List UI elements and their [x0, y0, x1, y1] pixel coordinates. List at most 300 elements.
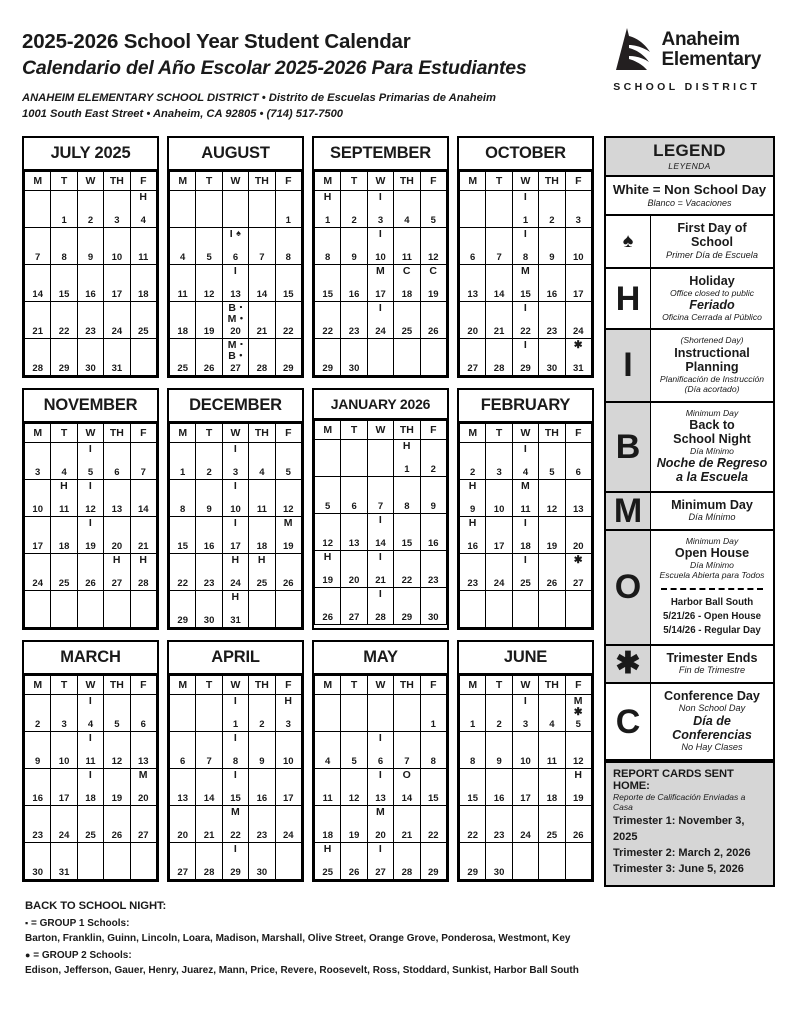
- empty-cell: [130, 339, 156, 376]
- day-cell[interactable]: [222, 769, 248, 806]
- day-cell[interactable]: [25, 806, 51, 843]
- day-cell[interactable]: [367, 514, 393, 551]
- day-cell[interactable]: [486, 339, 512, 376]
- day-cell[interactable]: [394, 551, 420, 588]
- day-cell[interactable]: [315, 806, 341, 843]
- day-cell[interactable]: [512, 554, 538, 591]
- day-cell[interactable]: [51, 517, 77, 554]
- day-cell[interactable]: [341, 302, 367, 339]
- day-cell[interactable]: [460, 732, 486, 769]
- day-cell[interactable]: [275, 695, 301, 732]
- day-cell[interactable]: [394, 843, 420, 880]
- day-marks: [131, 192, 156, 203]
- day-cell[interactable]: [315, 514, 341, 551]
- day-cell[interactable]: [420, 228, 446, 265]
- day-cell[interactable]: [539, 554, 565, 591]
- day-cell[interactable]: [315, 732, 341, 769]
- day-cell[interactable]: [275, 339, 301, 376]
- day-cell[interactable]: [420, 806, 446, 843]
- day-cell[interactable]: [420, 191, 446, 228]
- day-cell[interactable]: [539, 191, 565, 228]
- day-cell[interactable]: [275, 554, 301, 591]
- day-cell[interactable]: [77, 732, 103, 769]
- day-cell[interactable]: [315, 843, 341, 880]
- day-cell[interactable]: [222, 517, 248, 554]
- day-cell[interactable]: [130, 191, 156, 228]
- month-title: NOVEMBER: [24, 390, 157, 423]
- day-cell[interactable]: [104, 480, 130, 517]
- day-cell[interactable]: [367, 477, 393, 514]
- day-cell[interactable]: [512, 302, 538, 339]
- day-cell[interactable]: [565, 732, 591, 769]
- day-cell[interactable]: [394, 588, 420, 625]
- day-cell[interactable]: [170, 443, 196, 480]
- day-cell[interactable]: [512, 339, 538, 376]
- group-1-schools: Barton, Franklin, Guinn, Lincoln, Loara, Madison, Marshall, Olive Street, Orange Grove, Ponderosa, Westmont, Key: [25, 933, 571, 945]
- day-cell[interactable]: [486, 443, 512, 480]
- day-number: 16: [493, 793, 505, 805]
- day-cell[interactable]: [367, 265, 393, 302]
- empty-cell: [460, 591, 486, 628]
- day-cell[interactable]: [460, 443, 486, 480]
- day-number: 8: [470, 756, 476, 768]
- day-cell[interactable]: [420, 769, 446, 806]
- day-cell[interactable]: [196, 517, 222, 554]
- day-cell[interactable]: [341, 551, 367, 588]
- day-cell[interactable]: [51, 843, 77, 880]
- day-cell[interactable]: [104, 339, 130, 376]
- day-mark: I: [378, 191, 383, 204]
- day-cell[interactable]: [420, 477, 446, 514]
- day-cell[interactable]: [222, 732, 248, 769]
- day-cell[interactable]: [367, 769, 393, 806]
- day-marks: [78, 481, 103, 492]
- day-cell[interactable]: [222, 554, 248, 591]
- day-cell[interactable]: [77, 265, 103, 302]
- day-cell[interactable]: [539, 732, 565, 769]
- day-cell[interactable]: [460, 517, 486, 554]
- day-cell[interactable]: [486, 302, 512, 339]
- day-cell[interactable]: [130, 769, 156, 806]
- day-cell[interactable]: [460, 695, 486, 732]
- day-cell[interactable]: [51, 228, 77, 265]
- day-cell[interactable]: [275, 769, 301, 806]
- day-cell[interactable]: [341, 806, 367, 843]
- day-cell[interactable]: [275, 443, 301, 480]
- day-cell[interactable]: [104, 806, 130, 843]
- day-cell[interactable]: [51, 732, 77, 769]
- day-cell[interactable]: [51, 265, 77, 302]
- day-cell[interactable]: [249, 695, 275, 732]
- day-cell[interactable]: [420, 265, 446, 302]
- day-cell[interactable]: [486, 843, 512, 880]
- day-cell[interactable]: [104, 554, 130, 591]
- day-cell[interactable]: [104, 769, 130, 806]
- day-cell[interactable]: [77, 191, 103, 228]
- day-cell[interactable]: [460, 843, 486, 880]
- day-cell[interactable]: [196, 265, 222, 302]
- day-cell[interactable]: [341, 769, 367, 806]
- day-number: 26: [572, 830, 584, 842]
- day-cell[interactable]: [275, 302, 301, 339]
- week-row: [315, 843, 447, 880]
- day-cell[interactable]: [539, 228, 565, 265]
- day-cell[interactable]: [77, 554, 103, 591]
- day-marks: [78, 770, 103, 781]
- legend-line: Día Mínimo: [690, 446, 734, 457]
- day-mark: M: [520, 265, 530, 278]
- day-cell[interactable]: [51, 695, 77, 732]
- day-cell[interactable]: [222, 806, 248, 843]
- day-cell[interactable]: [394, 806, 420, 843]
- day-cell[interactable]: [420, 843, 446, 880]
- day-number: 20: [572, 541, 584, 553]
- day-cell[interactable]: [486, 517, 512, 554]
- day-cell[interactable]: [196, 806, 222, 843]
- day-cell[interactable]: [460, 228, 486, 265]
- day-cell[interactable]: [315, 265, 341, 302]
- day-cell[interactable]: [486, 806, 512, 843]
- day-cell[interactable]: [104, 517, 130, 554]
- day-cell[interactable]: [341, 228, 367, 265]
- day-cell[interactable]: [512, 517, 538, 554]
- day-cell[interactable]: [275, 191, 301, 228]
- day-cell[interactable]: [51, 769, 77, 806]
- day-cell[interactable]: [222, 302, 248, 339]
- day-cell[interactable]: [420, 440, 446, 477]
- day-cell[interactable]: [460, 339, 486, 376]
- day-cell[interactable]: [565, 443, 591, 480]
- day-cell[interactable]: [539, 480, 565, 517]
- day-cell[interactable]: [341, 191, 367, 228]
- day-cell[interactable]: [539, 265, 565, 302]
- day-cell[interactable]: [367, 302, 393, 339]
- day-number: 5: [351, 756, 357, 768]
- day-cell[interactable]: [275, 480, 301, 517]
- day-cell[interactable]: [25, 769, 51, 806]
- day-cell[interactable]: [196, 843, 222, 880]
- day-cell[interactable]: [196, 732, 222, 769]
- day-cell[interactable]: [367, 551, 393, 588]
- day-cell[interactable]: [249, 806, 275, 843]
- day-cell[interactable]: [315, 228, 341, 265]
- day-cell[interactable]: [196, 302, 222, 339]
- day-cell[interactable]: [222, 228, 248, 265]
- day-cell[interactable]: [275, 732, 301, 769]
- day-cell[interactable]: [341, 514, 367, 551]
- day-cell[interactable]: [25, 443, 51, 480]
- day-cell[interactable]: [170, 591, 196, 628]
- day-cell[interactable]: [565, 339, 591, 376]
- day-cell[interactable]: [25, 843, 51, 880]
- day-cell[interactable]: [222, 480, 248, 517]
- day-cell[interactable]: [25, 228, 51, 265]
- day-cell[interactable]: [104, 443, 130, 480]
- day-cell[interactable]: [130, 732, 156, 769]
- day-marks: [223, 770, 248, 781]
- day-cell[interactable]: [104, 695, 130, 732]
- day-cell[interactable]: [420, 551, 446, 588]
- day-cell[interactable]: [249, 339, 275, 376]
- day-cell[interactable]: [51, 302, 77, 339]
- day-cell[interactable]: [341, 477, 367, 514]
- day-cell[interactable]: [512, 806, 538, 843]
- day-cell[interactable]: [51, 480, 77, 517]
- day-cell[interactable]: [249, 480, 275, 517]
- day-mark: I: [523, 191, 528, 204]
- day-cell[interactable]: [130, 806, 156, 843]
- day-cell[interactable]: [394, 440, 420, 477]
- day-cell[interactable]: [130, 480, 156, 517]
- day-cell[interactable]: [249, 732, 275, 769]
- day-cell[interactable]: [394, 477, 420, 514]
- day-cell[interactable]: [51, 806, 77, 843]
- day-number: 20: [375, 830, 386, 842]
- day-cell[interactable]: [341, 339, 367, 376]
- day-cell[interactable]: [512, 480, 538, 517]
- day-cell[interactable]: [196, 339, 222, 376]
- day-cell[interactable]: [367, 588, 393, 625]
- day-cell[interactable]: [25, 695, 51, 732]
- day-cell[interactable]: [249, 843, 275, 880]
- day-cell[interactable]: [170, 732, 196, 769]
- day-cell[interactable]: [394, 302, 420, 339]
- day-cell[interactable]: [222, 591, 248, 628]
- day-cell[interactable]: [486, 265, 512, 302]
- day-cell[interactable]: [25, 302, 51, 339]
- day-cell[interactable]: [77, 302, 103, 339]
- day-cell[interactable]: [77, 339, 103, 376]
- day-number: 12: [322, 538, 333, 550]
- day-cell[interactable]: [222, 843, 248, 880]
- day-cell[interactable]: [25, 732, 51, 769]
- week-row: [170, 732, 302, 769]
- day-cell[interactable]: [486, 228, 512, 265]
- day-cell[interactable]: [222, 443, 248, 480]
- day-cell[interactable]: [460, 769, 486, 806]
- day-cell[interactable]: [565, 806, 591, 843]
- day-cell[interactable]: [77, 228, 103, 265]
- day-cell[interactable]: [249, 769, 275, 806]
- day-cell[interactable]: [51, 191, 77, 228]
- day-cell[interactable]: [565, 265, 591, 302]
- day-cell[interactable]: [460, 265, 486, 302]
- day-cell[interactable]: [565, 191, 591, 228]
- day-cell[interactable]: [539, 443, 565, 480]
- day-cell[interactable]: [25, 339, 51, 376]
- day-number: 26: [282, 578, 294, 590]
- month-title: SEPTEMBER: [314, 138, 447, 171]
- day-cell[interactable]: [25, 554, 51, 591]
- day-cell[interactable]: [460, 554, 486, 591]
- day-cell[interactable]: [196, 554, 222, 591]
- day-cell[interactable]: [249, 302, 275, 339]
- day-cell[interactable]: [77, 806, 103, 843]
- day-cell[interactable]: [25, 517, 51, 554]
- day-cell[interactable]: [222, 265, 248, 302]
- day-cell[interactable]: [170, 517, 196, 554]
- day-cell[interactable]: [341, 265, 367, 302]
- day-cell[interactable]: [196, 443, 222, 480]
- day-cell[interactable]: [275, 265, 301, 302]
- day-marks: [460, 518, 485, 529]
- day-cell[interactable]: [170, 806, 196, 843]
- day-cell[interactable]: [565, 302, 591, 339]
- legend-title: LEGEND: [653, 141, 726, 161]
- report-card-item: Trimester 3: June 5, 2026: [613, 863, 744, 876]
- day-cell[interactable]: [170, 554, 196, 591]
- day-cell[interactable]: [315, 302, 341, 339]
- day-cell[interactable]: [130, 302, 156, 339]
- day-cell[interactable]: [249, 517, 275, 554]
- day-cell[interactable]: [130, 695, 156, 732]
- day-cell[interactable]: [367, 843, 393, 880]
- day-cell[interactable]: [315, 551, 341, 588]
- day-cell[interactable]: [460, 480, 486, 517]
- day-number: 11: [520, 504, 531, 516]
- day-cell[interactable]: [170, 769, 196, 806]
- day-cell[interactable]: [196, 228, 222, 265]
- day-cell[interactable]: [25, 265, 51, 302]
- day-cell[interactable]: [170, 480, 196, 517]
- day-cell[interactable]: [315, 339, 341, 376]
- week-row: [170, 480, 302, 517]
- day-number: 11: [401, 252, 412, 264]
- day-cell[interactable]: [249, 443, 275, 480]
- day-cell[interactable]: [170, 302, 196, 339]
- day-cell[interactable]: [394, 769, 420, 806]
- day-cell[interactable]: [486, 554, 512, 591]
- day-cell[interactable]: [315, 588, 341, 625]
- day-cell[interactable]: [77, 517, 103, 554]
- day-cell[interactable]: [77, 695, 103, 732]
- day-cell[interactable]: [341, 588, 367, 625]
- day-cell[interactable]: [315, 477, 341, 514]
- day-cell[interactable]: [222, 695, 248, 732]
- day-cell[interactable]: [565, 228, 591, 265]
- day-cell[interactable]: [394, 228, 420, 265]
- day-cell[interactable]: [539, 517, 565, 554]
- day-cell[interactable]: [420, 695, 446, 732]
- day-cell[interactable]: [170, 843, 196, 880]
- day-cell[interactable]: [394, 265, 420, 302]
- day-number: 17: [520, 793, 531, 805]
- day-cell[interactable]: [367, 228, 393, 265]
- day-cell[interactable]: [77, 769, 103, 806]
- day-cell[interactable]: [565, 517, 591, 554]
- day-cell[interactable]: [539, 806, 565, 843]
- day-cell[interactable]: [315, 769, 341, 806]
- day-cell[interactable]: [275, 228, 301, 265]
- report-card-item: Trimester 2: March 2, 2026: [613, 847, 751, 860]
- day-cell[interactable]: [394, 191, 420, 228]
- day-cell[interactable]: [539, 339, 565, 376]
- day-cell[interactable]: [539, 769, 565, 806]
- day-cell[interactable]: [539, 302, 565, 339]
- day-cell[interactable]: [130, 443, 156, 480]
- day-cell[interactable]: [51, 554, 77, 591]
- day-cell[interactable]: [486, 695, 512, 732]
- day-number: 2: [549, 215, 555, 227]
- day-cell[interactable]: [104, 191, 130, 228]
- day-cell[interactable]: [25, 480, 51, 517]
- day-cell[interactable]: [104, 302, 130, 339]
- day-cell[interactable]: [77, 480, 103, 517]
- day-cell[interactable]: [420, 514, 446, 551]
- day-cell[interactable]: [104, 732, 130, 769]
- day-cell[interactable]: [367, 191, 393, 228]
- day-cell[interactable]: [196, 769, 222, 806]
- day-cell[interactable]: [486, 769, 512, 806]
- day-cell[interactable]: [486, 732, 512, 769]
- day-cell[interactable]: [104, 265, 130, 302]
- day-cell[interactable]: [512, 191, 538, 228]
- day-cell[interactable]: [104, 228, 130, 265]
- day-cell[interactable]: [512, 732, 538, 769]
- legend-row: [606, 531, 773, 646]
- day-number: 10: [32, 504, 43, 516]
- day-cell[interactable]: [512, 228, 538, 265]
- day-cell[interactable]: [130, 265, 156, 302]
- day-cell[interactable]: [196, 591, 222, 628]
- day-cell[interactable]: [249, 554, 275, 591]
- day-cell[interactable]: [420, 588, 446, 625]
- day-number: 13: [230, 289, 241, 301]
- empty-cell: [367, 695, 393, 732]
- day-cell[interactable]: [512, 769, 538, 806]
- day-cell[interactable]: [460, 806, 486, 843]
- day-cell[interactable]: [512, 443, 538, 480]
- day-cell[interactable]: [565, 554, 591, 591]
- day-cell[interactable]: [77, 443, 103, 480]
- day-cell[interactable]: [539, 695, 565, 732]
- day-number: 1: [285, 215, 291, 227]
- day-cell[interactable]: [420, 302, 446, 339]
- day-cell[interactable]: [512, 695, 538, 732]
- day-cell[interactable]: [130, 517, 156, 554]
- empty-cell: [130, 591, 156, 628]
- day-cell[interactable]: [275, 806, 301, 843]
- day-cell[interactable]: [341, 732, 367, 769]
- day-cell[interactable]: [130, 554, 156, 591]
- day-cell[interactable]: [565, 695, 591, 732]
- day-cell[interactable]: [341, 843, 367, 880]
- day-cell[interactable]: [170, 339, 196, 376]
- day-marks: [368, 515, 393, 526]
- day-cell[interactable]: [315, 191, 341, 228]
- day-cell[interactable]: [130, 228, 156, 265]
- day-cell[interactable]: [367, 806, 393, 843]
- day-cell[interactable]: [565, 769, 591, 806]
- day-cell[interactable]: [51, 443, 77, 480]
- day-cell[interactable]: [367, 732, 393, 769]
- day-cell[interactable]: [196, 480, 222, 517]
- day-cell[interactable]: [51, 339, 77, 376]
- day-cell[interactable]: [275, 517, 301, 554]
- day-cell[interactable]: [486, 480, 512, 517]
- day-cell[interactable]: [512, 265, 538, 302]
- day-cell[interactable]: [170, 265, 196, 302]
- day-cell[interactable]: [394, 514, 420, 551]
- day-cell[interactable]: [394, 732, 420, 769]
- day-cell[interactable]: [420, 732, 446, 769]
- day-cell[interactable]: [222, 339, 248, 376]
- day-cell[interactable]: [249, 265, 275, 302]
- day-cell[interactable]: [249, 228, 275, 265]
- day-cell[interactable]: [170, 228, 196, 265]
- day-cell[interactable]: [460, 302, 486, 339]
- day-cell[interactable]: [565, 480, 591, 517]
